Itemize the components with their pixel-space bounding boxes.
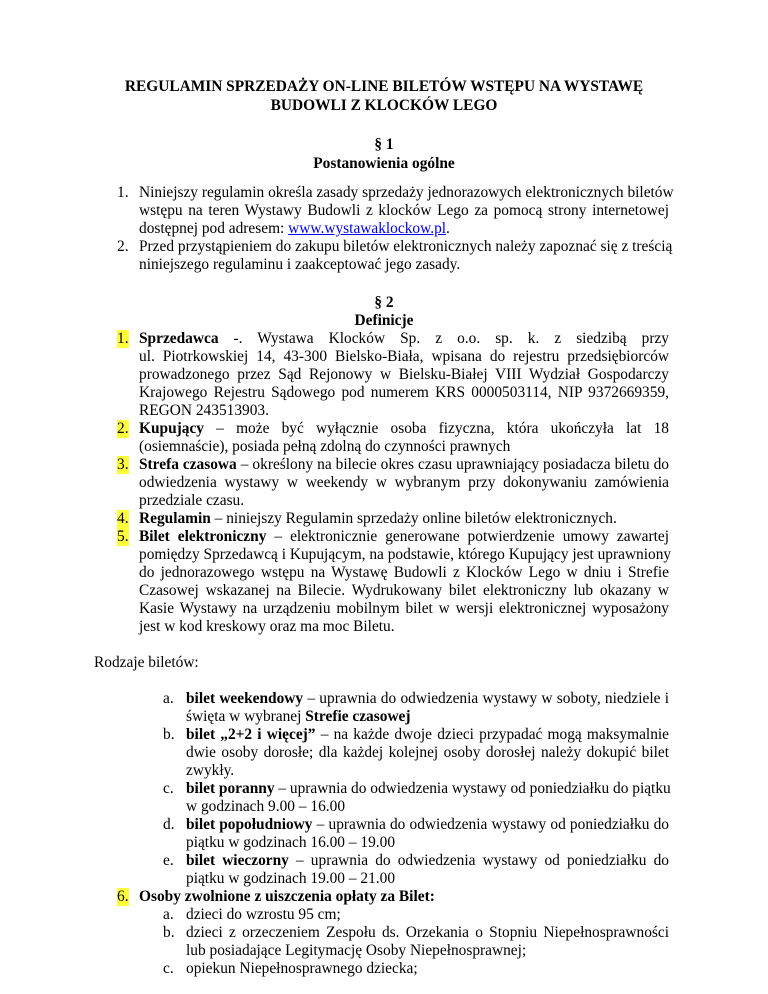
exempt-b-letter: b. bbox=[163, 924, 175, 941]
exempt-b-line-2: lub posiadające Legitymację Osoby Niepełnosprawnej; bbox=[186, 942, 527, 959]
ticket-a-letter: a. bbox=[163, 690, 174, 707]
s2-item-5-line-2: pomiędzy Sprzedawcą i Kupującym, na podstawie, którego Kupujący jest uprawniony bbox=[139, 546, 672, 563]
s1-item-1-line-3 bbox=[139, 220, 450, 238]
ticket-b-line-3: zwykły. bbox=[186, 762, 235, 779]
exempt-c-letter: c. bbox=[163, 960, 174, 977]
s2-item-5-line-1 bbox=[139, 528, 669, 546]
ticket-d-line-1 bbox=[186, 816, 669, 834]
exempt-a-letter: a. bbox=[163, 906, 174, 923]
section-1-heading: Postanowienia ogólne bbox=[313, 155, 455, 172]
s2-item-2-line-1-text: – może być wyłącznie osoba fizyczna, która ukończyła lat 18 bbox=[204, 420, 669, 437]
ticket-d-line-1-text: – uprawnia do odwiedzenia wystawy od poniedziałku do bbox=[312, 816, 669, 833]
document-title-line-1: REGULAMIN SPRZEDAŻY ON-LINE BILETÓW WSTĘPU NA WYSTAWĘ bbox=[124, 78, 644, 95]
ticket-e-line-1-text: – uprawnia do odwiedzenia wystawy od poniedziałku do bbox=[288, 852, 669, 869]
ticket-c-line-2: w godzinach 9.00 – 16.00 bbox=[186, 798, 346, 815]
ticket-b-line-2: dwie osoby dorosłe; dla każdej kolejnej osoby dorosłej należy dokupić bilet bbox=[186, 744, 669, 761]
s2-item-5-line-4: Czasowej wskazanej na Bilecie. Wydrukowany bilet elektroniczny lub okazany w bbox=[139, 582, 669, 599]
s2-item-4-line-1-text: – niniejszy Regulamin sprzedaży online biletów elektronicznych. bbox=[210, 510, 617, 527]
s2-item-6-term: Osoby zwolnione z uiszczenia opłaty za Bilet: bbox=[139, 888, 435, 905]
exempt-a-line-1: dzieci do wzrostu 95 cm; bbox=[186, 906, 341, 923]
s1-item-2-line-1: Przed przystąpieniem do zakupu biletów elektronicznych należy zapoznać się z treścią bbox=[139, 238, 673, 255]
ticket-a-line-1 bbox=[186, 690, 669, 708]
ticket-e-letter: e. bbox=[163, 852, 174, 869]
term-bilet-elektroniczny: Bilet elektroniczny bbox=[139, 528, 267, 545]
s2-item-3-number: 3. bbox=[117, 456, 129, 473]
s2-item-3-line-1-text: – określony na bilecie okres czasu uprawniający posiadacza biletu do bbox=[236, 456, 669, 473]
term-strefa-czasowa: Strefa czasowa bbox=[139, 456, 237, 473]
ticket-c-line-1 bbox=[186, 780, 669, 798]
document-title-line-2: BUDOWLI Z KLOCKÓW LEGO bbox=[270, 97, 498, 114]
exempt-c-line-1: opiekun Niepełnosprawnego dziecka; bbox=[186, 960, 418, 977]
s2-item-1-line-5: REGON 243513903. bbox=[139, 402, 269, 419]
s2-item-2-line-2: (osiemnaście), posiada pełną zdolną do czynności prawnych bbox=[139, 438, 511, 455]
s1-item-1-line-2: wstępu na teren Wystawy Budowli z klocków Lego za pomocą strony internetowej bbox=[139, 202, 669, 219]
ticket-d-letter: d. bbox=[163, 816, 175, 833]
s2-item-1-line-3: prowadzonego przez Sąd Rejonowy w Bielsku-Białej VIII Wydział Gospodarczy bbox=[139, 366, 669, 383]
ticket-types-label: Rodzaje biletów: bbox=[94, 654, 199, 671]
website-link[interactable]: www.wystawaklockow.pl bbox=[288, 220, 447, 237]
ticket-b-line-1-text: – na każde dwoje dzieci przypadać mogą maksymalnie bbox=[315, 726, 669, 743]
s2-item-5-line-6: jest w kod kreskowy oraz ma moc Biletu. bbox=[139, 618, 395, 635]
term-sprzedawca: Sprzedawca bbox=[139, 330, 219, 347]
s1-item-2-number: 2. bbox=[117, 238, 129, 255]
ticket-d-term: bilet popołudniowy bbox=[186, 816, 313, 833]
term-kupujacy: Kupujący bbox=[139, 420, 204, 437]
section-2-heading: Definicje bbox=[354, 312, 414, 329]
ticket-c-line-1-text: – uprawnia do odwiedzenia wystawy od poniedziałku do piątku bbox=[274, 780, 671, 797]
s2-item-3-line-1 bbox=[139, 456, 669, 474]
s2-item-1-line-2: ul. Piotrkowskiej 14, 43-300 Bielsko-Biała, wpisana do rejestru przedsiębiorców bbox=[139, 348, 669, 365]
ticket-c-letter: c. bbox=[163, 780, 174, 797]
s2-item-1-line-4: Krajowego Rejestru Sądowego pod numerem KRS 0000503114, NIP 9372669359, bbox=[139, 384, 669, 401]
ticket-e-term: bilet wieczorny bbox=[186, 852, 289, 869]
s2-item-5-line-1-text: – elektronicznie generowane potwierdzenie umowy zawartej bbox=[266, 528, 669, 545]
ticket-a-line-1-text: – uprawnia do odwiedzenia wystawy w soboty, niedziele i bbox=[303, 690, 669, 707]
s2-item-1-line-1 bbox=[139, 330, 669, 348]
s2-item-3-line-2: odwiedzenia wystawy w weekendy w wybranym przy dokonywaniu zamówienia bbox=[139, 474, 669, 491]
s2-item-1-number: 1. bbox=[117, 330, 129, 347]
ticket-a-strefa: Strefie czasowej bbox=[305, 708, 411, 725]
ticket-a-line-2 bbox=[186, 708, 411, 726]
ticket-a-term: bilet weekendowy bbox=[186, 690, 304, 707]
ticket-a-line-2-text: święta w wybranej bbox=[186, 708, 306, 725]
s2-item-5-number: 5. bbox=[117, 528, 129, 545]
s2-item-4-number: 4. bbox=[117, 510, 129, 527]
section-1-number: § 1 bbox=[374, 136, 394, 153]
s1-item-1-line-3-text: dostępnej pod adresem: bbox=[139, 220, 289, 237]
s2-item-5-line-3: do jednorazowego wstępu na Wystawę Budowli z Klocków Lego w dniu i Strefie bbox=[139, 564, 669, 581]
ticket-d-line-2: piątku w godzinach 16.00 – 19.00 bbox=[186, 834, 396, 851]
s2-item-3-line-3: przedziale czasu. bbox=[139, 492, 245, 509]
s2-item-2-line-1 bbox=[139, 420, 669, 438]
s1-item-1-number: 1. bbox=[117, 184, 129, 201]
s2-item-5-line-5: Kasie Wystawy na urządzeniu mobilnym bilet w wersji elektronicznej wyposażony bbox=[139, 600, 669, 617]
s1-item-1-line-3-end: . bbox=[446, 220, 450, 237]
s2-item-4-line-1 bbox=[139, 510, 617, 528]
s1-item-2-line-2: niniejszego regulaminu i zaakceptować jego zasady. bbox=[139, 256, 461, 273]
ticket-b-term: bilet „2+2 i więcej” bbox=[186, 726, 316, 743]
ticket-e-line-1 bbox=[186, 852, 669, 870]
s2-item-6-number: 6. bbox=[117, 888, 129, 905]
s2-item-1-line-1-text: -. Wystawa Klocków Sp. z o.o. sp. k. z siedzibą przy bbox=[218, 330, 669, 347]
term-regulamin: Regulamin bbox=[139, 510, 211, 527]
s1-item-1-line-1: Niniejszy regulamin określa zasady sprzedaży jednorazowych elektronicznych biletów bbox=[139, 184, 674, 201]
section-2-number: § 2 bbox=[374, 294, 394, 311]
s2-item-2-number: 2. bbox=[117, 420, 129, 437]
ticket-c-term: bilet poranny bbox=[186, 780, 275, 797]
ticket-e-line-2: piątku w godzinach 19.00 – 21.00 bbox=[186, 870, 396, 887]
exempt-b-line-1: dzieci z orzeczeniem Zespołu ds. Orzekania o Stopniu Niepełnosprawności bbox=[186, 924, 669, 941]
ticket-b-letter: b. bbox=[163, 726, 175, 743]
ticket-b-line-1 bbox=[186, 726, 669, 744]
